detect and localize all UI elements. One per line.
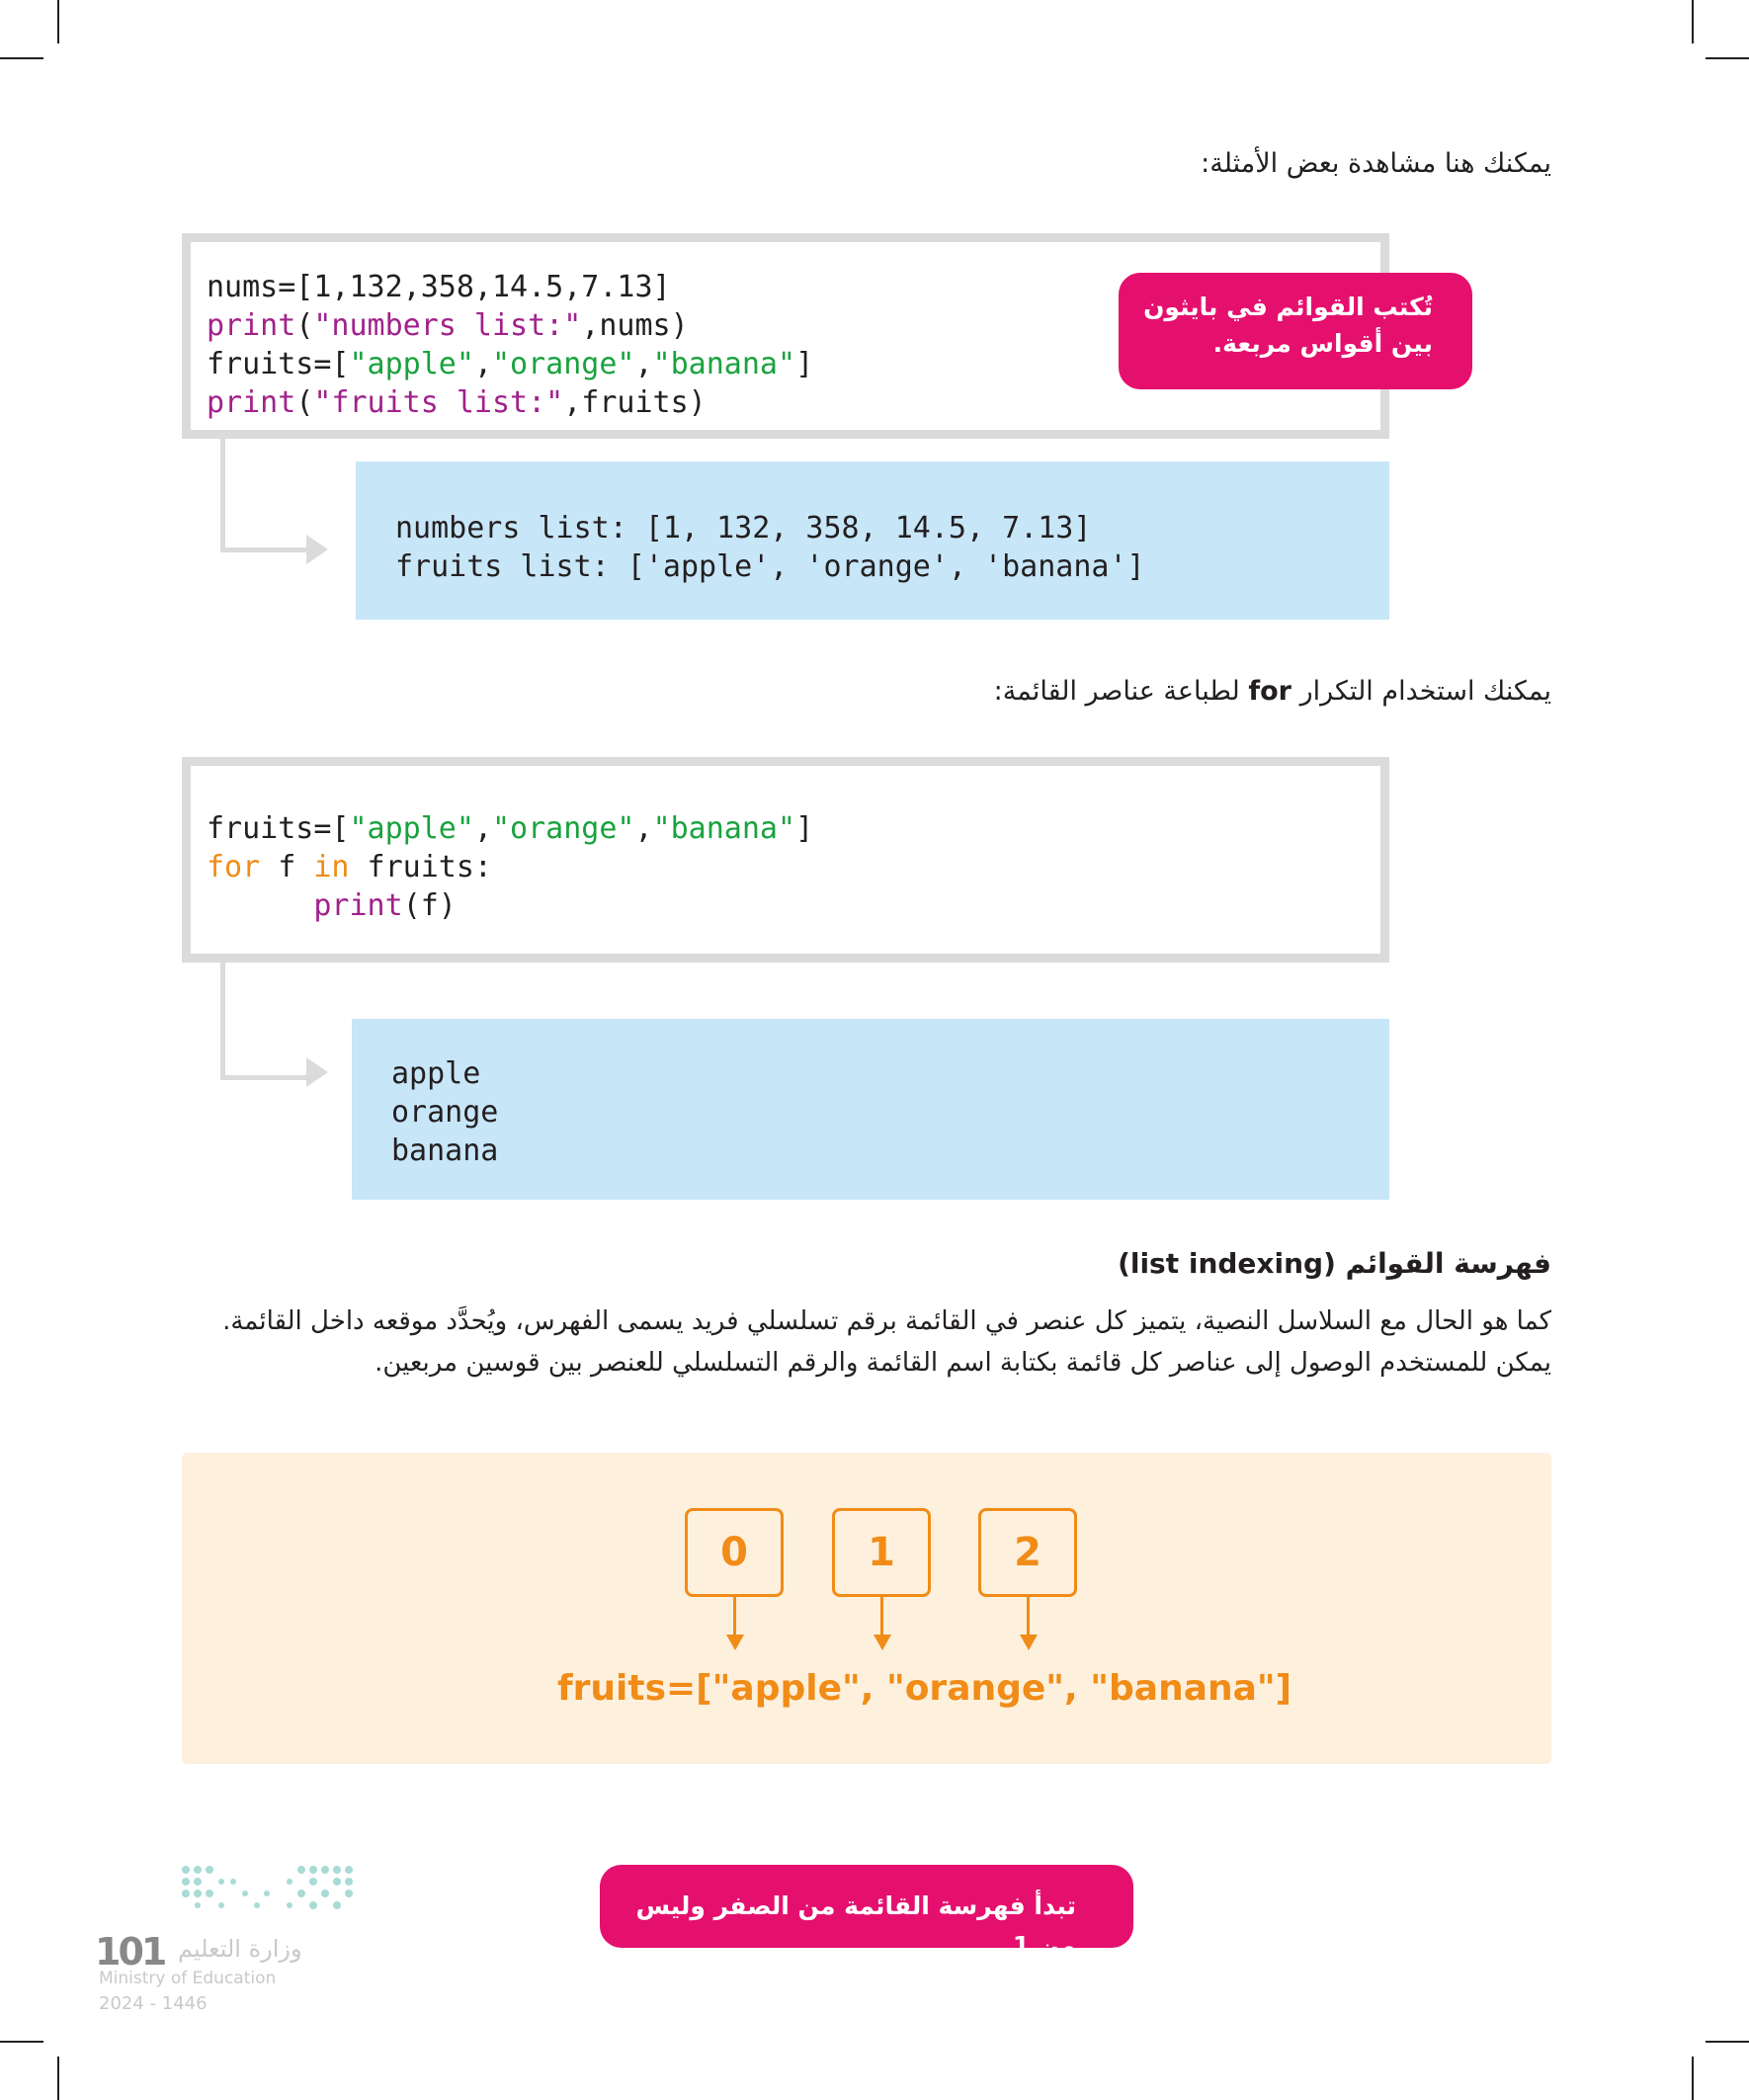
code-text: fruits=[ (207, 811, 350, 846)
arrow-right-icon (306, 535, 328, 564)
output-connector (220, 439, 310, 552)
crop-mark (1706, 2041, 1749, 2043)
code-keyword-in: in (313, 850, 350, 884)
code-text: ,fruits) (563, 385, 707, 420)
code-lines: fruits=["apple","orange","banana"] for f in fruits: print(f) (207, 811, 814, 923)
code-keyword-for: for (207, 850, 261, 884)
index-pointer-line (1027, 1597, 1030, 1637)
output-line: banana (391, 1134, 499, 1168)
code-keyword-print: print (313, 888, 403, 923)
index-diagram (182, 1453, 1551, 1764)
crop-mark (57, 2057, 59, 2100)
code-text: f (260, 850, 314, 884)
note-brackets: تُكتب القوائم في بايثون بين أقواس مربعة. (1119, 273, 1472, 389)
intro-for-text (994, 676, 1551, 707)
output-lines (395, 509, 1389, 586)
index-box: 0 (685, 1508, 784, 1597)
code-string: "fruits list:" (313, 385, 564, 420)
code-text: fruits: (349, 850, 492, 884)
code-text: fruits=[ (207, 347, 350, 381)
arrow-right-icon (306, 1057, 328, 1087)
index-diagram-code: fruits=["apple", "orange", "banana"] (557, 1668, 1292, 1709)
section-paragraph: كما هو الحال مع السلاسل النصية، يتميز كل عنصر في القائمة برقم تسلسلي فريد يسمى الفهرس، ويُحدَّد موقعه داخل القائمة. يمكن للمستخدم الوصول إلى عناصر كل قائمة بكتابة اسم القائمة والرقم التسلسلي للعنصر بين قوسين مربعين. (222, 1306, 1551, 1378)
section-heading: فهرسة القوائم (list indexing) (1118, 1247, 1551, 1280)
output-line: numbers list: [1, 132, 358, 14.5, 7.13] (395, 511, 1092, 546)
index-pointer-line (880, 1597, 883, 1637)
intro-for-keyword: for (1248, 676, 1291, 707)
note-zero-index: تبدأ فهرسة القائمة من الصفر وليس من 1. (600, 1865, 1133, 1948)
code-string: "banana" (652, 811, 796, 846)
intro-examples-text: يمكنك هنا مشاهدة بعض الأمثلة: (1201, 148, 1551, 179)
crop-mark (1706, 57, 1749, 59)
code-text: ,nums) (581, 308, 689, 343)
code-string: "apple" (349, 347, 474, 381)
code-string: "banana" (652, 347, 796, 381)
code-string: "orange" (492, 347, 635, 381)
code-keyword-print: print (207, 385, 296, 420)
ministry-name-en: Ministry of Education (99, 1969, 277, 1988)
index-box: 2 (978, 1508, 1077, 1597)
arrow-down-icon (1020, 1635, 1038, 1650)
code-lines: nums=[1,132,358,14.5,7.13] print("numbers list:",nums) fruits=["apple","orange","banana"] print("fruits list:",fruits) (207, 270, 814, 420)
code-string: "orange" (492, 811, 635, 846)
output-block-lists (356, 462, 1389, 620)
output-line: fruits list: ['apple', 'orange', 'banana'] (395, 549, 1145, 584)
edition-year: 2024 - 1446 (99, 1993, 208, 2014)
output-block-for-loop (352, 1019, 1389, 1200)
intro-for-after: لطباعة عناصر القائمة: (993, 676, 1240, 707)
crop-mark (0, 57, 43, 59)
output-line: orange (391, 1095, 499, 1130)
code-string: "numbers list:" (313, 308, 582, 343)
code-line: nums=[1,132,358,14.5,7.13] (207, 270, 671, 304)
arrow-down-icon (726, 1635, 744, 1650)
ministry-name-ar: وزارة التعليم (178, 1935, 302, 1963)
code-block-for-loop (182, 757, 1389, 963)
crop-mark (1692, 0, 1694, 43)
crop-mark (57, 0, 59, 43)
code-keyword-print: print (207, 308, 296, 343)
index-box: 1 (832, 1508, 931, 1597)
output-line: apple (391, 1056, 481, 1091)
page-number: 101 (95, 1930, 165, 1974)
arrow-down-icon (874, 1635, 891, 1650)
code-string: "apple" (349, 811, 474, 846)
intro-for-before: يمكنك استخدام التكرار (1299, 676, 1551, 707)
code-text: (f) (402, 888, 457, 923)
crop-mark (0, 2041, 43, 2043)
output-connector (220, 963, 310, 1080)
index-pointer-line (733, 1597, 736, 1637)
output-lines (391, 1054, 1389, 1170)
crop-mark (1692, 2057, 1694, 2100)
